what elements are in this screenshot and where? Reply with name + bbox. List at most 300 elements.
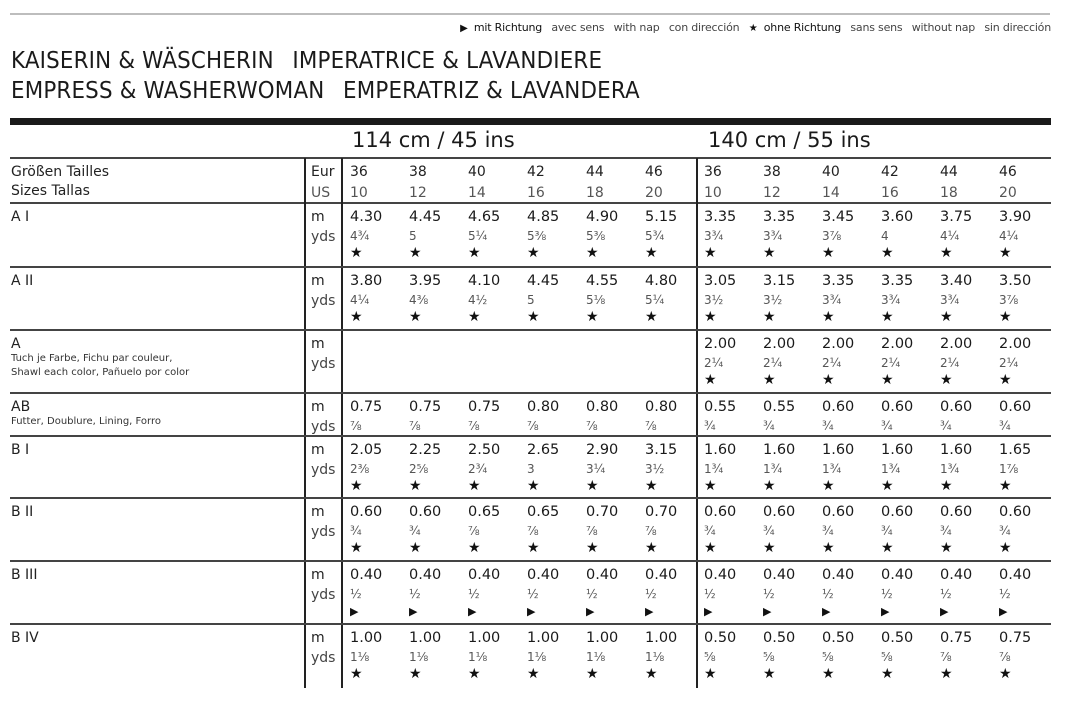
meters-value: 0.40 [468,567,501,583]
meters-value: 3.35 [822,273,855,289]
unit-yards: yds [311,650,336,666]
yards-value: 3½ [645,462,665,476]
without-nap-icon: ★ [999,540,1012,556]
yards-value: 4¼ [350,293,370,307]
without-nap-icon: ★ [468,666,481,682]
meters-value: 0.40 [822,567,855,583]
meters-value: 4.45 [409,209,442,225]
without-nap-icon: ★ [704,372,717,388]
meters-value: 0.75 [468,399,501,415]
without-nap-icon: ★ [409,245,422,261]
us-size: 10 [704,185,722,201]
without-nap-icon: ★ [468,245,481,261]
meters-value: 0.40 [704,567,737,583]
without-nap-icon: ★ [881,372,894,388]
meters-value: 0.40 [645,567,678,583]
without-nap-icon: ★ [748,23,758,34]
row-sublabel: Futter, Doublure, Lining, Forro [11,416,161,427]
meters-value: 1.00 [527,630,560,646]
without-nap-icon: ★ [704,245,717,261]
title-es: EMPERATRIZ & LAVANDERA [343,78,640,104]
meters-value: 2.00 [999,336,1032,352]
meters-value: 1.00 [350,630,383,646]
meters-value: 4.10 [468,273,501,289]
without-nap-icon: ★ [586,478,599,494]
with-nap-icon: ▶ [409,605,418,618]
without-nap-icon: ★ [409,540,422,556]
row-divider [10,623,1051,625]
yards-value: 1⅛ [468,650,488,664]
yards-value: 2⅝ [409,462,429,476]
unit-meters: m [311,336,325,352]
eur-size: 46 [999,164,1017,180]
yards-value: ½ [999,587,1011,601]
without-nap-icon: ★ [409,309,422,325]
meters-value: 0.40 [940,567,973,583]
yards-value: ½ [763,587,775,601]
unit-meters: m [311,209,325,225]
meters-value: 3.50 [999,273,1032,289]
without-nap-icon: ★ [350,309,363,325]
without-nap-icon: ★ [409,478,422,494]
meters-value: 0.60 [881,504,914,520]
without-nap-icon: ★ [881,245,894,261]
meters-value: 0.60 [940,504,973,520]
row-divider [10,329,1051,331]
yards-value: 4¼ [940,229,960,243]
meters-value: 0.50 [822,630,855,646]
yards-value: ¾ [881,524,893,538]
without-nap-icon: ★ [881,309,894,325]
us-size: 14 [822,185,840,201]
yards-value: 1⅞ [999,462,1019,476]
row-label: B II [11,504,34,520]
yards-value: 4¼ [999,229,1019,243]
yards-value: 3⅞ [999,293,1019,307]
with-nap-icon: ▶ [940,605,949,618]
without-nap-icon: ★ [822,309,835,325]
unit-yards: yds [311,587,336,603]
yards-value: 2¼ [763,356,783,370]
title-de: KAISERIN & WÄSCHERIN [11,48,274,74]
eur-size: 40 [822,164,840,180]
meters-value: 2.00 [881,336,914,352]
unit-data-divider [341,158,343,688]
meters-value: 2.25 [409,442,442,458]
without-nap-icon: ★ [409,666,422,682]
meters-value: 4.65 [468,209,501,225]
meters-value: 0.40 [409,567,442,583]
meters-value: 1.00 [586,630,619,646]
eur-label: Eur [311,164,335,180]
yards-value: ¾ [822,524,834,538]
eur-size: 44 [940,164,958,180]
meters-value: 0.70 [586,504,619,520]
meters-value: 0.40 [763,567,796,583]
meters-value: 0.50 [881,630,914,646]
meters-value: 0.60 [881,399,914,415]
with-nap-icon: ▶ [468,605,477,618]
meters-value: 1.60 [704,442,737,458]
meters-value: 3.05 [704,273,737,289]
meters-value: 0.80 [586,399,619,415]
meters-value: 3.45 [822,209,855,225]
yards-value: 3¾ [940,293,960,307]
meters-value: 0.40 [527,567,560,583]
meters-value: 0.75 [409,399,442,415]
title-en: EMPRESS & WASHERWOMAN [11,78,325,104]
meters-value: 0.80 [645,399,678,415]
yards-value: 1¾ [881,462,901,476]
yards-value: 4¾ [350,229,370,243]
yards-value: 1¾ [822,462,842,476]
meters-value: 0.50 [763,630,796,646]
without-nap-icon: ★ [822,372,835,388]
yards-value: 1¾ [704,462,724,476]
meters-value: 2.50 [468,442,501,458]
without-nap-icon: ★ [350,478,363,494]
yards-value: 2¼ [704,356,724,370]
yards-value: ¾ [763,524,775,538]
without-nap-icon: ★ [881,478,894,494]
meters-value: 3.15 [763,273,796,289]
yards-value: ¾ [704,419,716,433]
meters-value: 0.60 [822,399,855,415]
row-label: B III [11,567,38,583]
meters-value: 3.75 [940,209,973,225]
without-nap-icon: ★ [763,666,776,682]
yards-value: ¾ [999,524,1011,538]
yards-value: ⅞ [409,419,421,433]
yards-value: 4½ [468,293,488,307]
meters-value: 1.60 [881,442,914,458]
yards-value: ⅞ [645,524,657,538]
meters-value: 1.60 [763,442,796,458]
meters-value: 3.40 [940,273,973,289]
meters-value: 0.55 [763,399,796,415]
yards-value: ½ [822,587,834,601]
legend-with-nap-de: mit Richtung [473,21,543,34]
meters-value: 0.40 [586,567,619,583]
with-nap-icon: ▶ [460,23,468,34]
legend-without-nap-de: ohne Richtung [763,21,842,34]
eur-size: 40 [468,164,486,180]
without-nap-icon: ★ [822,478,835,494]
without-nap-icon: ★ [586,540,599,556]
yards-value: ⅞ [527,524,539,538]
without-nap-icon: ★ [940,540,953,556]
unit-yards: yds [311,356,336,372]
row-divider [10,497,1051,499]
yards-value: 2¼ [881,356,901,370]
without-nap-icon: ★ [940,245,953,261]
row-divider [10,392,1051,394]
yards-value: 1⅛ [645,650,665,664]
meters-value: 0.65 [527,504,560,520]
with-nap-icon: ▶ [822,605,831,618]
yards-value: ½ [940,587,952,601]
yards-value: ¾ [350,524,362,538]
with-nap-icon: ▶ [999,605,1008,618]
legend-without-nap-en: without nap [911,21,976,34]
us-size: 10 [350,185,368,201]
without-nap-icon: ★ [999,666,1012,682]
title-divider [10,118,1051,125]
unit-meters: m [311,630,325,646]
us-size: 18 [586,185,604,201]
without-nap-icon: ★ [645,309,658,325]
without-nap-icon: ★ [645,245,658,261]
yards-value: 5⅜ [527,229,547,243]
meters-value: 1.60 [822,442,855,458]
without-nap-icon: ★ [645,666,658,682]
meters-value: 0.60 [409,504,442,520]
row-sublabel: Shawl each color, Pañuelo por color [11,367,190,378]
fabric-width-divider [696,158,698,688]
us-label: US [311,185,331,201]
meters-value: 2.00 [940,336,973,352]
yards-value: 3¾ [822,293,842,307]
unit-yards: yds [311,229,336,245]
yards-value: 2¼ [822,356,842,370]
without-nap-icon: ★ [350,540,363,556]
eur-size: 36 [704,164,722,180]
meters-value: 4.85 [527,209,560,225]
without-nap-icon: ★ [527,540,540,556]
meters-value: 0.40 [350,567,383,583]
label-unit-divider [304,158,306,688]
yards-value: ½ [409,587,421,601]
legend-without-nap-fr: sans sens [850,21,903,34]
without-nap-icon: ★ [586,309,599,325]
us-size: 12 [409,185,427,201]
us-size: 16 [881,185,899,201]
row-label: A II [11,273,34,289]
yards-value: 2¾ [468,462,488,476]
yards-value: ⅞ [468,524,480,538]
yards-value: 1⅛ [409,650,429,664]
legend-with-nap-fr: avec sens [551,21,605,34]
row-divider [10,435,1051,437]
yards-value: 5⅜ [586,229,606,243]
meters-value: 0.60 [822,504,855,520]
yards-value: 3½ [763,293,783,307]
meters-value: 0.60 [763,504,796,520]
yards-value: ⅞ [350,419,362,433]
meters-value: 3.35 [704,209,737,225]
yards-value: 5¼ [468,229,488,243]
yards-value: ¾ [881,419,893,433]
yards-value: ⅞ [940,650,952,664]
yards-value: 1¾ [940,462,960,476]
meters-value: 0.40 [881,567,914,583]
with-nap-icon: ▶ [586,605,595,618]
without-nap-icon: ★ [940,478,953,494]
yards-value: 1⅛ [527,650,547,664]
meters-value: 1.60 [940,442,973,458]
yards-value: ⅞ [999,650,1011,664]
yards-value: ¾ [940,524,952,538]
meters-value: 0.60 [704,504,737,520]
meters-value: 0.50 [704,630,737,646]
without-nap-icon: ★ [763,245,776,261]
meters-value: 0.60 [350,504,383,520]
without-nap-icon: ★ [881,666,894,682]
yards-value: ½ [468,587,480,601]
top-rule [10,13,1050,15]
meters-value: 2.90 [586,442,619,458]
yards-value: 1¾ [763,462,783,476]
us-size: 12 [763,185,781,201]
yards-value: ⅞ [468,419,480,433]
without-nap-icon: ★ [527,478,540,494]
yards-value: 5¾ [645,229,665,243]
header-bottom-rule [10,202,1051,204]
us-size: 20 [999,185,1017,201]
legend-with-nap-en: with nap [613,21,660,34]
meters-value: 5.15 [645,209,678,225]
yards-value: ⅞ [586,419,598,433]
nap-legend [454,21,1051,34]
yards-value: ¾ [822,419,834,433]
yards-value: ⅝ [763,650,775,664]
meters-value: 4.30 [350,209,383,225]
with-nap-icon: ▶ [350,605,359,618]
title-fr: IMPERATRICE & LAVANDIERE [292,48,603,74]
meters-value: 4.80 [645,273,678,289]
yards-value: 3¾ [763,229,783,243]
yards-value: ½ [586,587,598,601]
with-nap-icon: ▶ [645,605,654,618]
without-nap-icon: ★ [350,666,363,682]
meters-value: 0.40 [999,567,1032,583]
row-sublabel: Tuch je Farbe, Fichu par couleur, [11,353,173,364]
unit-meters: m [311,567,325,583]
with-nap-icon: ▶ [763,605,772,618]
with-nap-icon: ▶ [527,605,536,618]
without-nap-icon: ★ [940,372,953,388]
without-nap-icon: ★ [468,309,481,325]
meters-value: 0.75 [350,399,383,415]
yards-value: 3⅞ [822,229,842,243]
meters-value: 3.60 [881,209,914,225]
us-size: 18 [940,185,958,201]
unit-yards: yds [311,419,336,435]
yards-value: ¾ [704,524,716,538]
page-title-line-2 [11,78,658,104]
yards-value: 3¾ [881,293,901,307]
without-nap-icon: ★ [645,540,658,556]
with-nap-icon: ▶ [704,605,713,618]
unit-meters: m [311,399,325,415]
unit-yards: yds [311,293,336,309]
unit-yards: yds [311,462,336,478]
meters-value: 3.95 [409,273,442,289]
yards-value: ¾ [763,419,775,433]
row-label: A [11,336,21,352]
yards-value: ¾ [999,419,1011,433]
eur-size: 38 [763,164,781,180]
yards-value: 2¼ [999,356,1019,370]
yards-value: 4⅜ [409,293,429,307]
without-nap-icon: ★ [704,666,717,682]
yards-value: 3¼ [586,462,606,476]
meters-value: 0.65 [468,504,501,520]
yards-value: 5 [527,293,535,307]
meters-value: 4.55 [586,273,619,289]
us-size: 20 [645,185,663,201]
meters-value: 3.15 [645,442,678,458]
yards-value: ⅞ [586,524,598,538]
eur-size: 46 [645,164,663,180]
meters-value: 0.60 [940,399,973,415]
without-nap-icon: ★ [822,540,835,556]
meters-value: 2.05 [350,442,383,458]
yards-value: 3½ [704,293,724,307]
without-nap-icon: ★ [704,309,717,325]
us-size: 14 [468,185,486,201]
sizes-label-en-es: Sizes Tallas [11,183,90,199]
header-top-rule [10,157,1051,159]
meters-value: 2.00 [822,336,855,352]
unit-yards: yds [311,524,336,540]
yards-value: 2¼ [940,356,960,370]
unit-meters: m [311,504,325,520]
meters-value: 0.55 [704,399,737,415]
meters-value: 1.65 [999,442,1032,458]
meters-value: 4.45 [527,273,560,289]
without-nap-icon: ★ [763,478,776,494]
without-nap-icon: ★ [704,478,717,494]
yards-value: ⅞ [527,419,539,433]
meters-value: 4.90 [586,209,619,225]
meters-value: 1.00 [409,630,442,646]
row-divider [10,266,1051,268]
unit-meters: m [311,273,325,289]
yards-value: 5¼ [645,293,665,307]
without-nap-icon: ★ [763,372,776,388]
without-nap-icon: ★ [940,309,953,325]
without-nap-icon: ★ [822,245,835,261]
legend-with-nap-es: con dirección [668,21,740,34]
yards-value: 4 [881,229,889,243]
meters-value: 1.00 [645,630,678,646]
without-nap-icon: ★ [999,309,1012,325]
eur-size: 36 [350,164,368,180]
yards-value: ⅝ [704,650,716,664]
without-nap-icon: ★ [468,540,481,556]
yards-value: 1⅛ [350,650,370,664]
without-nap-icon: ★ [704,540,717,556]
without-nap-icon: ★ [999,372,1012,388]
meters-value: 0.80 [527,399,560,415]
eur-size: 44 [586,164,604,180]
yards-value: 5 [409,229,417,243]
meters-value: 0.60 [999,504,1032,520]
meters-value: 0.75 [940,630,973,646]
row-divider [10,560,1051,562]
meters-value: 2.65 [527,442,560,458]
yards-value: ½ [704,587,716,601]
yards-value: ½ [645,587,657,601]
with-nap-icon: ▶ [881,605,890,618]
eur-size: 38 [409,164,427,180]
meters-value: 0.60 [999,399,1032,415]
yards-value: ½ [527,587,539,601]
meters-value: 0.75 [999,630,1032,646]
meters-value: 2.00 [704,336,737,352]
without-nap-icon: ★ [881,540,894,556]
